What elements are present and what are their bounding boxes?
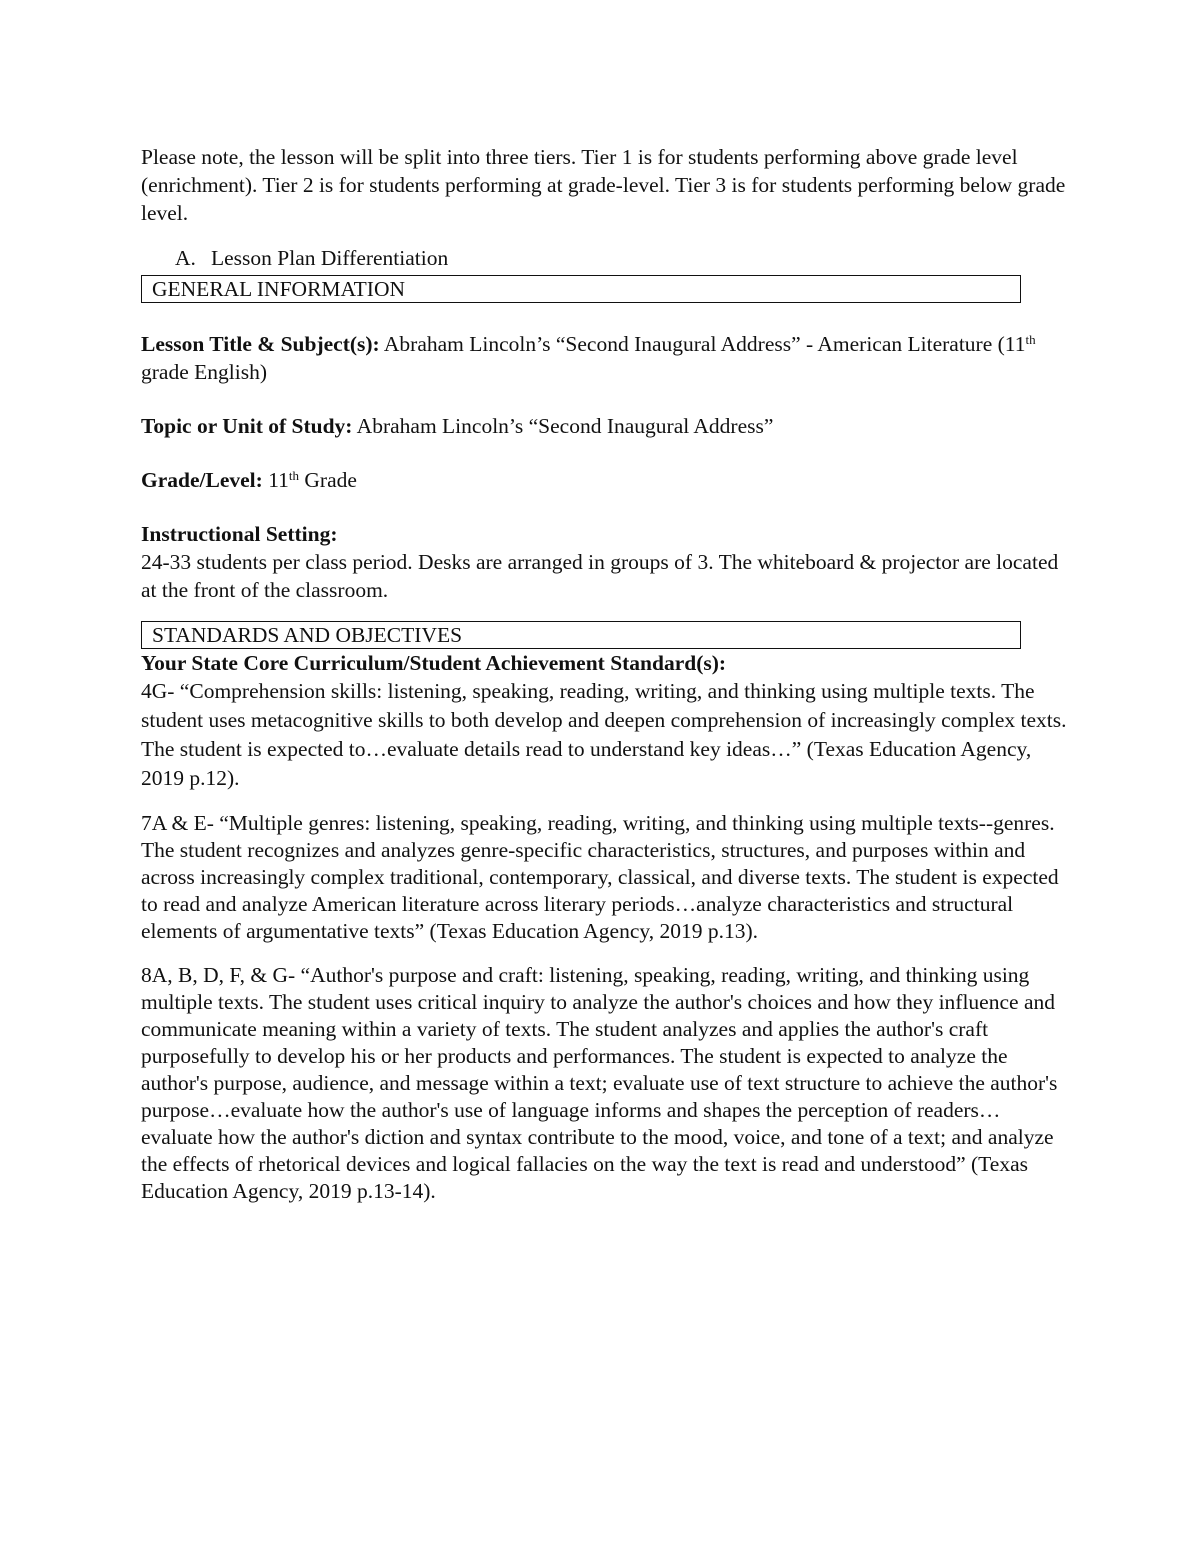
list-marker: A.	[175, 246, 196, 270]
standard-8a-g: 8A, B, D, F, & G- “Author's purpose and craft: listening, speaking, reading, writing, and thinking using multiple texts. The student uses critical inquiry to analyze the author's choices and how they influence and communicate meaning within a variety of texts. The student analyzes and applies the author's craft purposefully to develop his or her products and performances. The student is expected to analyze the author's purpose, audience, and message within a text; evaluate use of text structure to achieve the author's purpose…evaluate how the author's use of language informs and shapes the perception of readers…evaluate how the author's diction and syntax contribute to the mood, voice, and tone of a text; and analyze the effects of rhetorical devices and logical fallacies on the way the text is read and understood” (Texas Education Agency, 2019 p.13-14).	[141, 963, 1058, 1203]
list-item-lesson-plan-differentiation	[141, 244, 1071, 272]
instructional-setting-value: 24-33 students per class period. Desks are arranged in groups of 3. The whiteboard & projector are located at the front of the classroom.	[141, 550, 1059, 602]
topic-label: Topic or Unit of Study:	[141, 414, 353, 438]
document-page	[141, 143, 1071, 1222]
lesson-title-label: Lesson Title & Subject(s):	[141, 332, 380, 356]
lesson-title-value-b: grade English)	[141, 360, 267, 384]
lesson-title-superscript: th	[1025, 332, 1036, 347]
topic-field	[141, 412, 1071, 440]
standards-objectives-heading: STANDARDS AND OBJECTIVES	[141, 621, 1021, 649]
topic-value: Abraham Lincoln’s “Second Inaugural Address”	[356, 414, 774, 438]
grade-level-value-a: 11	[268, 468, 289, 492]
standard-7a-e: 7A & E- “Multiple genres: listening, speaking, reading, writing, and thinking using multiple texts--genres. The student recognizes and analyzes genre-specific characteristics, structures, and purposes within and across increasingly complex traditional, contemporary, classical, and diverse texts. The student is expected to read and analyze American literature across literary periods…analyze characteristics and structural elements of argumentative texts” (Texas Education Agency, 2019 p.13).	[141, 811, 1059, 943]
grade-level-label: Grade/Level:	[141, 468, 263, 492]
general-information-heading: GENERAL INFORMATION	[141, 275, 1021, 303]
lesson-title-value-a: Abraham Lincoln’s “Second Inaugural Address” - American Literature (11	[383, 332, 1026, 356]
grade-level-field	[141, 466, 1071, 494]
intro-paragraph: Please note, the lesson will be split into three tiers. Tier 1 is for students performing above grade level (enrichment). Tier 2 is for students performing at grade-level. Tier 3 is for students performing below grade level.	[141, 145, 1066, 225]
standard-4g: 4G- “Comprehension skills: listening, speaking, reading, writing, and thinking using multiple texts. The student uses metacognitive skills to both develop and deepen comprehension of increasingly complex texts. The student is expected to…evaluate details read to understand key ideas…” (Texas Education Agency, 2019 p.12).	[141, 679, 1067, 790]
grade-level-value-b: Grade	[299, 468, 357, 492]
list-item-text: Lesson Plan Differentiation	[211, 246, 449, 270]
instructional-setting-label: Instructional Setting:	[141, 522, 338, 546]
lesson-title-field	[141, 330, 1071, 386]
grade-level-superscript: th	[288, 468, 300, 483]
standards-subheading: Your State Core Curriculum/Student Achievement Standard(s):	[141, 651, 727, 675]
